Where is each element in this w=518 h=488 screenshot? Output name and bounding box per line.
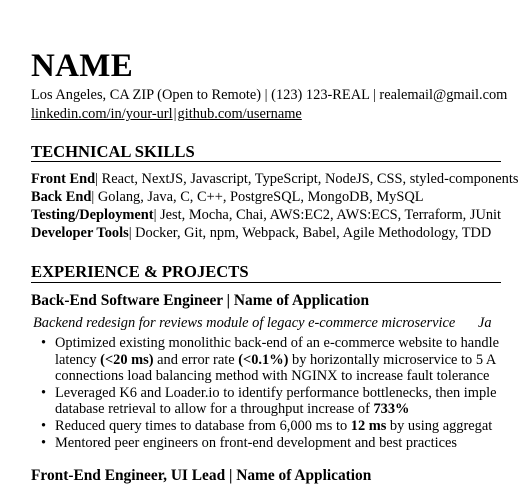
experience-section-rule [31, 282, 501, 283]
bullet-item [41, 434, 499, 452]
skill-value: | Docker, Git, npm, Webpack, Babel, Agile Methodology, TDD [128, 225, 492, 241]
contact-line: Los Angeles, CA ZIP (Open to Remote) | (123) 123-REAL | realemail@gmail.com [31, 87, 508, 103]
bullet-highlight: (<20 ms) [100, 351, 154, 368]
bullet-dot-icon: • [41, 384, 47, 401]
skill-value: | React, NextJS, Javascript, TypeScript, NodeJS, CSS, styled-components [95, 171, 518, 187]
job-date: Ja [478, 315, 492, 331]
bullet-text: and error rate [153, 351, 239, 368]
bullet-text: Leveraged K6 and Loader.io to identify performance bottlenecks, then imple [55, 384, 497, 401]
bullet-text: by horizontally microservice to 5 A [288, 351, 497, 368]
skill-row-developer-tools [31, 224, 491, 242]
skill-value: | Golang, Java, C, C++, PostgreSQL, MongoDB, MySQL [91, 189, 424, 205]
skill-label: Back End [31, 189, 92, 205]
bullet-dot-icon: • [41, 417, 47, 434]
skill-label: Developer Tools [31, 225, 129, 241]
skills-section-rule [31, 161, 501, 162]
bullet-continuation [55, 401, 499, 418]
bullet-item [41, 335, 499, 352]
bullet-dot-icon: • [41, 434, 47, 451]
experience-section-title: EXPERIENCE & PROJECTS [31, 262, 249, 281]
bullet-continuation [55, 368, 499, 385]
bullet-item [41, 417, 499, 435]
bullet-text: Reduced query times to database from 6,000 ms to [55, 417, 351, 434]
bullet-text: Mentored peer engineers on front-end development and best practices [55, 434, 457, 451]
bullet-highlight: 12 ms [350, 417, 387, 434]
bullet-text: Optimized existing monolithic back-end of an e-commerce website to handle [55, 335, 499, 351]
skill-row-front-end [31, 170, 518, 188]
bullet-item [41, 384, 499, 402]
bullet-text: database retrieval to allow for a throughput increase of [55, 401, 374, 418]
bullet-text: latency [55, 351, 101, 368]
skill-value: | Jest, Mocha, Chai, AWS:EC2, AWS:ECS, Terraform, JUnit [153, 207, 502, 223]
bullet-continuation [55, 352, 499, 369]
candidate-name: NAME [31, 48, 134, 84]
job-subtitle: Backend redesign for reviews module of legacy e-commerce microservice [33, 315, 456, 331]
skill-label: Front End [31, 171, 96, 187]
bullet-highlight: (<0.1%) [238, 351, 289, 368]
skill-label: Testing/Deployment [31, 207, 154, 223]
profile-links [31, 105, 302, 123]
linkedin-link[interactable]: linkedin.com/in/your-url [31, 106, 173, 122]
github-link[interactable]: github.com/username [177, 106, 302, 122]
job-title: Front-End Engineer, UI Lead | Name of Application [31, 467, 372, 484]
link-separator: | [173, 106, 177, 122]
skill-row-testing-deployment [31, 206, 501, 224]
job-title: Back-End Software Engineer | Name of Application [31, 292, 370, 309]
bullet-text: connections load balancing method with NGINX to increase fault tolerance [55, 368, 490, 385]
job-bullet-list [41, 335, 499, 451]
bullet-text: by using aggregat [386, 417, 493, 434]
skill-row-back-end [31, 188, 424, 206]
bullet-dot-icon: • [41, 335, 47, 351]
bullet-highlight: 733% [373, 401, 410, 418]
skills-section-title: TECHNICAL SKILLS [31, 142, 195, 161]
